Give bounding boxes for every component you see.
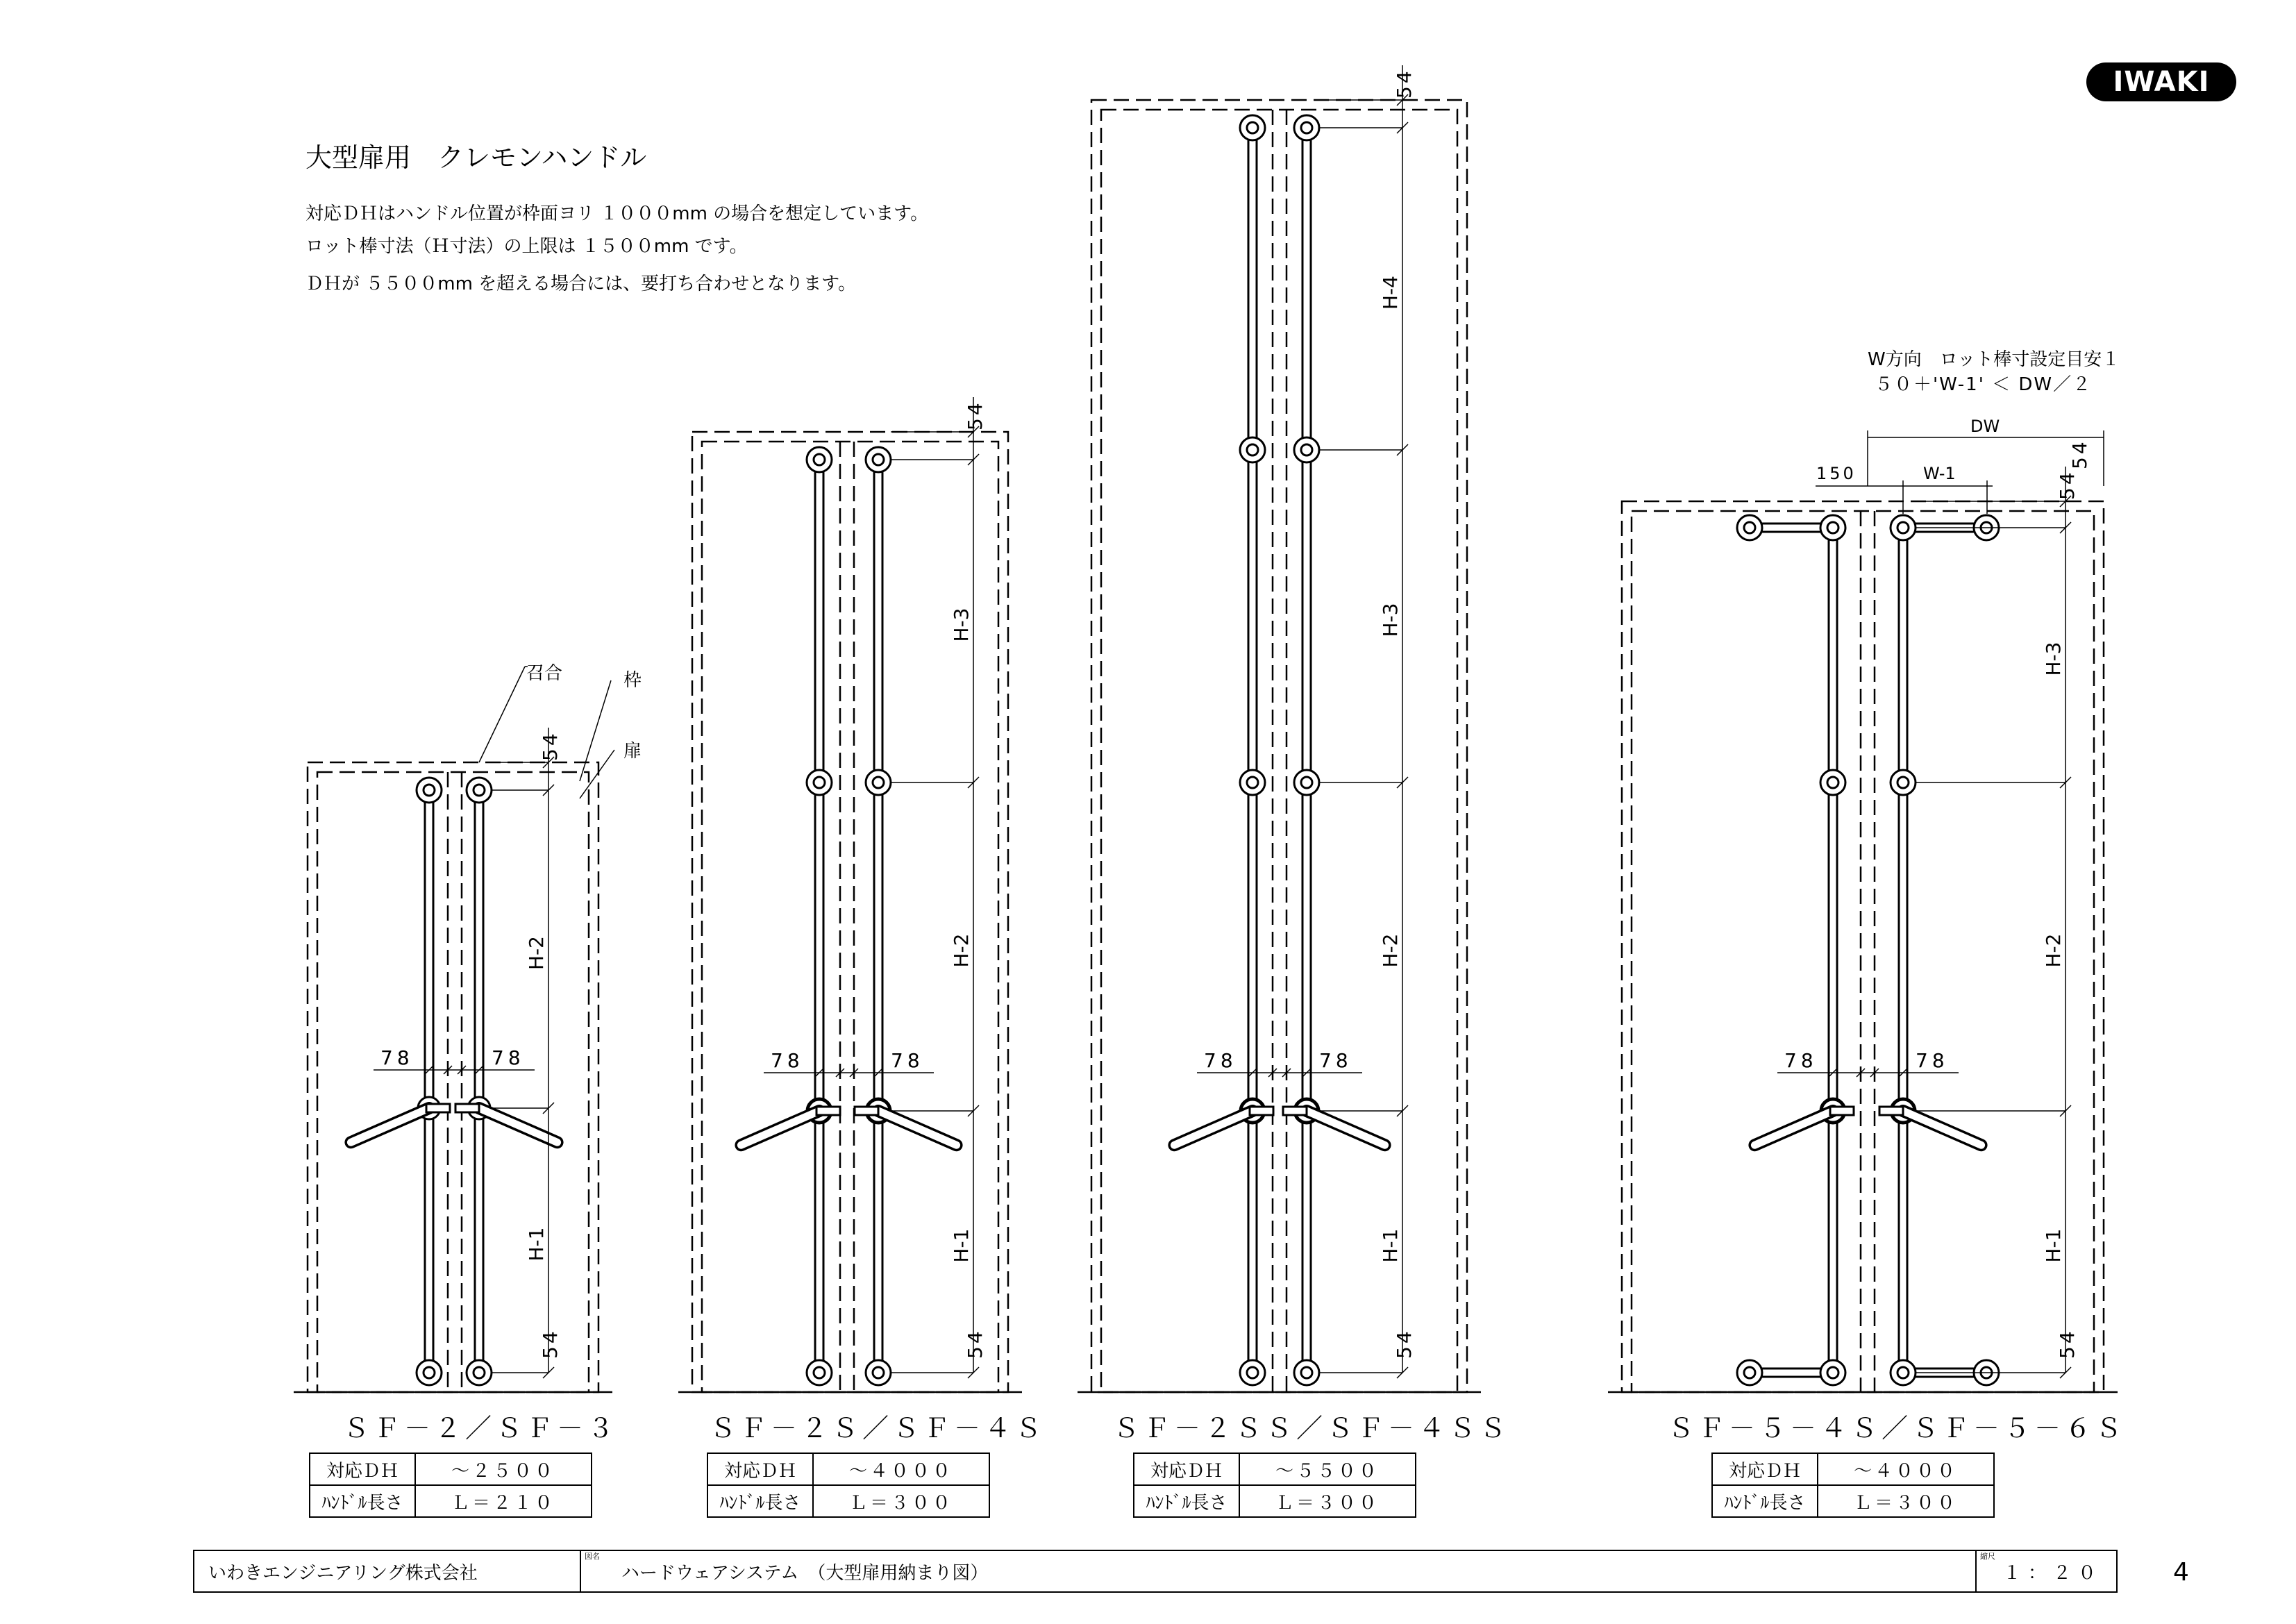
dimension-label: W-1: [1923, 464, 1956, 483]
dh-label: 対応ＤＨ: [310, 1453, 415, 1485]
rod-guide-icon: [1294, 437, 1319, 462]
rod-guide-icon: [866, 1360, 891, 1385]
dimension-label: H-1: [525, 1227, 548, 1262]
rod-guide-icon: [1891, 770, 1916, 795]
page-number: 4: [2173, 1558, 2189, 1587]
lock-rod: [1248, 128, 1257, 1373]
dimension-label: H-2: [950, 933, 973, 968]
dimension-label: DW: [1970, 417, 2000, 436]
rod-guide-icon: [1240, 437, 1265, 462]
lock-rod: [1302, 128, 1311, 1373]
dimension-label: 78: [891, 1049, 924, 1072]
dimension-label: 54: [2068, 439, 2091, 469]
model-name-4: ＳＦ－５－４Ｓ／ＳＦ－５－６Ｓ: [1668, 1413, 2127, 1443]
note-line-1: 対応ＤＨはハンドル位置が枠面ヨリ １０００mm の場合を想定しています。: [305, 203, 929, 224]
drawing-title: 大型扉用 クレモンハンドル: [305, 142, 647, 173]
lock-rod: [874, 460, 882, 1373]
title-block: [193, 1550, 2118, 1593]
crescent-handle-icon: [1283, 1100, 1385, 1145]
rod-guide-icon: [1737, 1360, 1762, 1385]
company-name: いわきエンジニアリング株式会社: [208, 1562, 478, 1584]
sheet-title: ハードウェアシステム （大型扉用納まり図）: [621, 1562, 989, 1584]
rod-guide-icon: [866, 770, 891, 795]
handle-length-value: Ｌ＝３００: [1818, 1485, 1994, 1517]
dh-value: ～４０００: [1818, 1453, 1994, 1485]
rod-guide-icon: [1820, 515, 1845, 540]
dimension-label: 54: [2056, 469, 2079, 500]
dimension-label: H-1: [950, 1228, 973, 1263]
rod-guide-icon: [467, 1360, 492, 1385]
dimension-label: 54: [1393, 1328, 1416, 1359]
callout-door: 扉: [623, 741, 642, 762]
dh-value: ～４０００: [813, 1453, 989, 1485]
w-direction-formula: ５０＋'W-1' ＜ DW／２: [1875, 374, 2093, 395]
rod-guide-icon: [1737, 515, 1762, 540]
dimension-label: 78: [1784, 1049, 1818, 1072]
crescent-handle-icon: [351, 1097, 450, 1142]
rod-guide-icon: [1294, 770, 1319, 795]
dimension-label: 78: [1916, 1049, 1949, 1072]
door-leaf-outline: [1632, 511, 2094, 1392]
dimension-label: 54: [1393, 68, 1416, 99]
dh-value: ～５５００: [1239, 1453, 1416, 1485]
lock-rod: [1829, 528, 1837, 1373]
rod-guide-icon: [807, 447, 832, 472]
dimension-label: 78: [1204, 1049, 1237, 1072]
dimension-label: 78: [492, 1046, 525, 1069]
rod-guide-icon: [1294, 115, 1319, 140]
door-leaf-outline: [1101, 110, 1457, 1392]
dh-label: 対応ＤＨ: [707, 1453, 813, 1485]
rod-guide-icon: [1240, 1360, 1265, 1385]
handle-length-value: Ｌ＝３００: [1239, 1485, 1416, 1517]
scale-value: １：２０: [2003, 1562, 2104, 1584]
rod-guide-icon: [807, 1360, 832, 1385]
model-name-3: ＳＦ－２ＳＳ／ＳＦ－４ＳＳ: [1113, 1413, 1511, 1443]
note-line-3: ＤＨが ５５００mm を超える場合には、要打ち合わせとなります。: [305, 274, 857, 294]
spec-table-3: [1133, 1453, 1416, 1518]
rod-guide-icon: [467, 778, 492, 803]
model-name-2: ＳＦ－２Ｓ／ＳＦ－４Ｓ: [710, 1413, 1046, 1443]
dimension-label: 54: [964, 1328, 987, 1359]
dimension-label: H-1: [1379, 1228, 1402, 1263]
dimension-label: H-3: [2042, 642, 2065, 676]
model-name-1: ＳＦ－２／ＳＦ－３: [343, 1413, 619, 1443]
handle-length-value: Ｌ＝２１０: [415, 1485, 592, 1517]
rod-guide-icon: [1240, 770, 1265, 795]
w-direction-note: W方向 ロット棒寸設定目安１: [1868, 349, 2120, 370]
scale-field-label: 縮尺: [1980, 1552, 1995, 1561]
spec-table-4: [1711, 1453, 1995, 1518]
handle-length-label: ﾊﾝﾄﾞﾙ長さ: [707, 1485, 813, 1517]
lock-rod: [1899, 528, 1907, 1373]
crescent-handle-icon: [855, 1100, 957, 1145]
dimension-label: 54: [539, 730, 562, 761]
dimension-label: 54: [539, 1328, 562, 1359]
rod-guide-icon: [1891, 515, 1916, 540]
handle-length-label: ﾊﾝﾄﾞﾙ長さ: [1134, 1485, 1239, 1517]
handle-length-label: ﾊﾝﾄﾞﾙ長さ: [1712, 1485, 1818, 1517]
rod-guide-icon: [417, 778, 442, 803]
rod-guide-icon: [1820, 1360, 1845, 1385]
frame-outline: [308, 762, 598, 1392]
rod-guide-icon: [807, 770, 832, 795]
frame-outline: [1622, 501, 2104, 1392]
lock-rod: [475, 790, 483, 1373]
dimension-label: H-3: [950, 608, 973, 642]
handle-length-label: ﾊﾝﾄﾞﾙ長さ: [310, 1485, 415, 1517]
dimension-label: H-4: [1379, 276, 1402, 310]
title-field-label: 図名: [585, 1552, 600, 1561]
dimension-label: H-1: [2042, 1228, 2065, 1263]
rod-guide-icon: [1294, 1360, 1319, 1385]
rod-guide-icon: [417, 1360, 442, 1385]
leader-line: [580, 750, 614, 798]
note-line-2: ロット棒寸法（Ｈ寸法）の上限は １５００mm です。: [305, 236, 748, 257]
dimension-label: 150: [1816, 464, 1857, 483]
dh-label: 対応ＤＨ: [1712, 1453, 1818, 1485]
crescent-handle-icon: [1879, 1100, 1981, 1145]
divider: [1975, 1551, 1977, 1591]
iwaki-logo: IWAKI: [2086, 62, 2236, 101]
rod-guide-icon: [1891, 1360, 1916, 1385]
callout-frame: 枠: [623, 670, 642, 691]
handle-length-value: Ｌ＝３００: [813, 1485, 989, 1517]
dimension-label: 78: [1319, 1049, 1352, 1072]
spec-table-2: [707, 1453, 990, 1518]
frame-outline: [1091, 100, 1467, 1392]
rod-guide-icon: [1240, 115, 1265, 140]
crescent-handle-icon: [455, 1097, 558, 1142]
leader-line: [580, 680, 611, 781]
dimension-label: 78: [771, 1049, 804, 1072]
dimension-label: H-2: [1379, 933, 1402, 968]
rod-guide-icon: [866, 447, 891, 472]
callout-meeting: 召合: [526, 663, 563, 684]
spec-table-1: [309, 1453, 592, 1518]
dh-label: 対応ＤＨ: [1134, 1453, 1239, 1485]
dimension-label: 54: [964, 400, 987, 430]
lock-rod: [425, 790, 433, 1373]
dimension-label: 78: [380, 1046, 414, 1069]
lock-rod: [815, 460, 823, 1373]
dimension-label: H-2: [2042, 933, 2065, 968]
rod-guide-icon: [1820, 770, 1845, 795]
dimension-label: H-3: [1379, 603, 1402, 637]
dh-value: ～２５００: [415, 1453, 592, 1485]
dimension-label: 54: [2056, 1328, 2079, 1359]
leader-line: [479, 667, 525, 762]
dimension-label: H-2: [525, 936, 548, 970]
divider: [580, 1551, 581, 1591]
